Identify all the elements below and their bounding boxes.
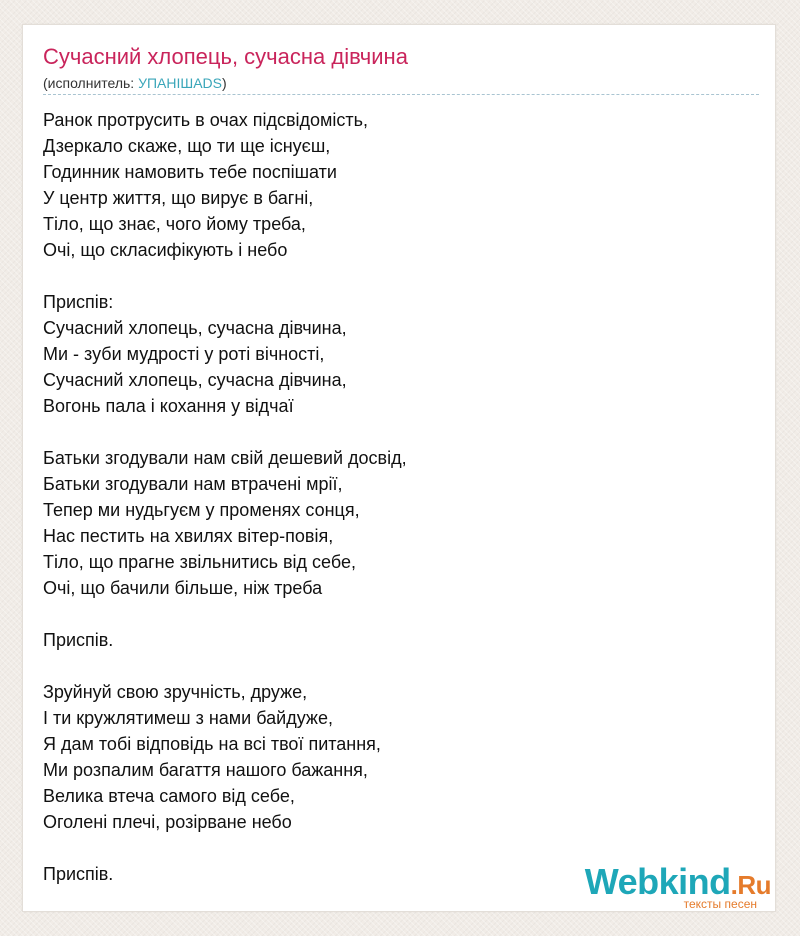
lyrics-card xyxy=(22,24,776,912)
lyric-line: Приспів. xyxy=(43,630,114,650)
artist-prefix: (исполнитель: xyxy=(43,75,139,91)
song-title: Сучасний хлопець, сучасна дівчина xyxy=(43,44,408,69)
lyric-line: Приспів: xyxy=(43,292,114,312)
lyric-line: Зруйнуй свою зручність, друже, xyxy=(43,682,308,702)
lyric-line: Очі, що скласифікують і небо xyxy=(43,240,288,260)
lyric-line: Годинник намовить тебе поспішати xyxy=(43,162,337,182)
lyric-line: Я дам тобі відповідь на всі твої питання, xyxy=(43,734,381,754)
lyric-line: Очі, що бачили більше, ніж треба xyxy=(43,578,323,598)
lyric-line: Оголені плечі, розірване небо xyxy=(43,812,292,832)
lyric-line: Батьки згодували нам свій дешевий досвід, xyxy=(43,448,407,468)
lyric-line: Дзеркало скаже, що ти ще існуєш, xyxy=(43,136,331,156)
lyric-line: Ми розпалим багаття нашого бажання, xyxy=(43,760,368,780)
lyric-line: У центр життя, що вирує в багні, xyxy=(43,188,314,208)
watermark-subtitle: тексты песен xyxy=(683,897,757,911)
title-divider xyxy=(43,94,759,95)
lyric-blank-line xyxy=(43,263,759,289)
lyric-line: Нас пестить на хвилях вітер-повія, xyxy=(43,526,334,546)
lyric-line: Приспів. xyxy=(43,864,114,884)
site-watermark-logo xyxy=(571,862,771,912)
artist-suffix: ) xyxy=(222,75,227,91)
watermark-brand-name: Webkind xyxy=(584,861,731,902)
lyric-line: Тіло, що прагне звільнитись від себе, xyxy=(43,552,356,572)
lyric-blank-line xyxy=(43,419,759,445)
lyric-line: Тепер ми нудьгуєм у променях сонця, xyxy=(43,500,360,520)
lyric-line: Вогонь пала і кохання у відчаї xyxy=(43,396,294,416)
lyric-line: І ти кружлятимеш з нами байдуже, xyxy=(43,708,333,728)
lyric-line: Велика втеча самого від себе, xyxy=(43,786,295,806)
watermark-tld: .Ru xyxy=(730,870,771,900)
lyric-line: Сучасний хлопець, сучасна дівчина, xyxy=(43,370,347,390)
lyric-blank-line xyxy=(43,601,759,627)
lyric-blank-line xyxy=(43,835,759,861)
lyric-line: Ранок протрусить в очах підсвідомість, xyxy=(43,110,369,130)
lyric-blank-line xyxy=(43,653,759,679)
lyric-line: Тіло, що знає, чого йому треба, xyxy=(43,214,306,234)
artist-link[interactable]: УПАНІШADS xyxy=(138,75,223,91)
lyric-line: Батьки згодували нам втрачені мрії, xyxy=(43,474,343,494)
lyric-line: Ми - зуби мудрості у роті вічності, xyxy=(43,344,325,364)
lyric-line: Сучасний хлопець, сучасна дівчина, xyxy=(43,318,347,338)
artist-line xyxy=(43,74,227,92)
lyrics-text xyxy=(43,107,759,887)
